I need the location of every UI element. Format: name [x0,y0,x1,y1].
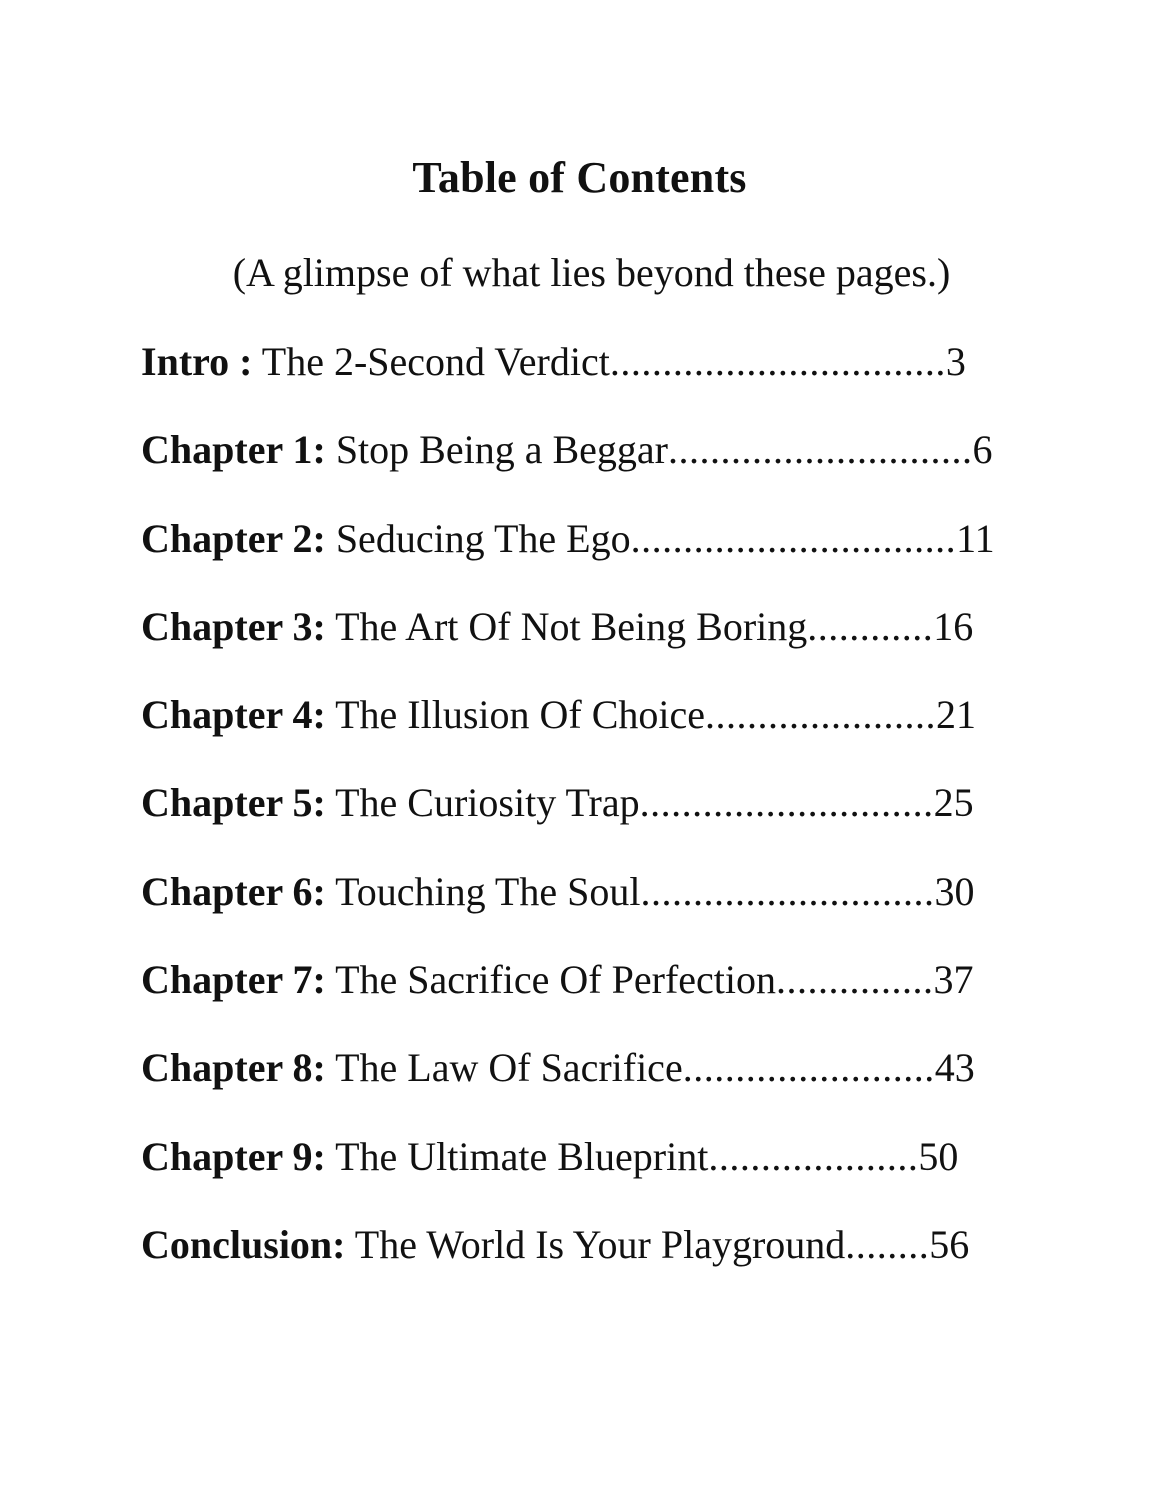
toc-entry-chapter-6 [141,863,1041,951]
page-subtitle: (A glimpse of what lies beyond these pages.) [232,250,951,295]
toc-entry-title: Seducing The Ego [335,515,631,561]
toc-list [141,333,1041,1304]
toc-dot-leader: .................... [708,1133,919,1179]
toc-entry-label: Chapter 8: [141,1045,326,1091]
toc-entry-label: Chapter 1: [141,427,326,473]
toc-entry-label: Chapter 2: [141,515,326,561]
toc-entry-label: Intro : [141,339,253,384]
toc-page-number: 56 [929,1221,970,1267]
toc-page-number: 25 [933,780,974,826]
toc-entry-chapter-9 [141,1128,1041,1216]
toc-dot-leader: ............................ [640,868,935,914]
toc-entry-title: The Curiosity Trap [335,780,640,826]
toc-page-number: 50 [918,1133,959,1179]
page-title: Table of Contents [412,153,747,202]
toc-dot-leader: ............................ [639,780,934,826]
toc-entry-label: Conclusion: [141,1221,346,1267]
toc-entry-label: Chapter 6: [141,868,326,914]
toc-dot-leader: ...................... [705,692,937,738]
toc-page-number: 30 [934,868,975,914]
toc-dot-leader: ............... [776,957,934,1003]
toc-entry-chapter-7 [141,951,1041,1039]
toc-entry-title: The Law Of Sacrifice [335,1045,683,1091]
toc-entry-label: Chapter 7: [141,957,326,1003]
toc-entry-label: Chapter 3: [141,603,326,649]
toc-page-number: 6 [972,427,993,473]
toc-entry-title: The 2-Second Verdict [261,339,610,384]
toc-entry-title: The Illusion Of Choice [335,692,706,738]
toc-entry-title: The Ultimate Blueprint [335,1133,709,1179]
toc-entry-chapter-4 [141,686,1041,774]
toc-entry-intro [141,333,1041,421]
toc-entry-chapter-1 [141,421,1041,509]
toc-dot-leader: ............................... [630,515,957,561]
toc-entry-label: Chapter 9: [141,1133,326,1179]
toc-page-number: 16 [933,603,974,649]
toc-entry-title: The World Is Your Playground [354,1221,846,1267]
toc-page-number: 21 [936,692,977,738]
toc-dot-leader: ............ [807,603,934,649]
toc-dot-leader: ........ [845,1221,930,1267]
toc-entry-chapter-2 [141,510,1041,598]
toc-entry-title: The Sacrifice Of Perfection [335,957,776,1003]
toc-dot-leader: ........................ [682,1045,935,1091]
toc-entry-chapter-8 [141,1039,1041,1127]
toc-page-number: 3 [945,339,966,384]
toc-entry-title: Touching The Soul [335,868,641,914]
toc-page-number: 43 [934,1045,975,1091]
toc-dot-leader: ................................ [609,339,946,384]
toc-entry-conclusion [141,1216,1041,1304]
toc-entry-chapter-5 [141,774,1041,862]
toc-entry-label: Chapter 5: [141,780,326,826]
toc-entry-chapter-3 [141,598,1041,686]
toc-dot-leader: ............................. [667,427,973,473]
toc-entry-label: Chapter 4: [141,692,326,738]
toc-page-number: 11 [956,515,995,561]
toc-page-number: 37 [933,957,974,1003]
toc-entry-title: The Art Of Not Being Boring [335,603,808,649]
toc-entry-title: Stop Being a Beggar [335,427,668,473]
